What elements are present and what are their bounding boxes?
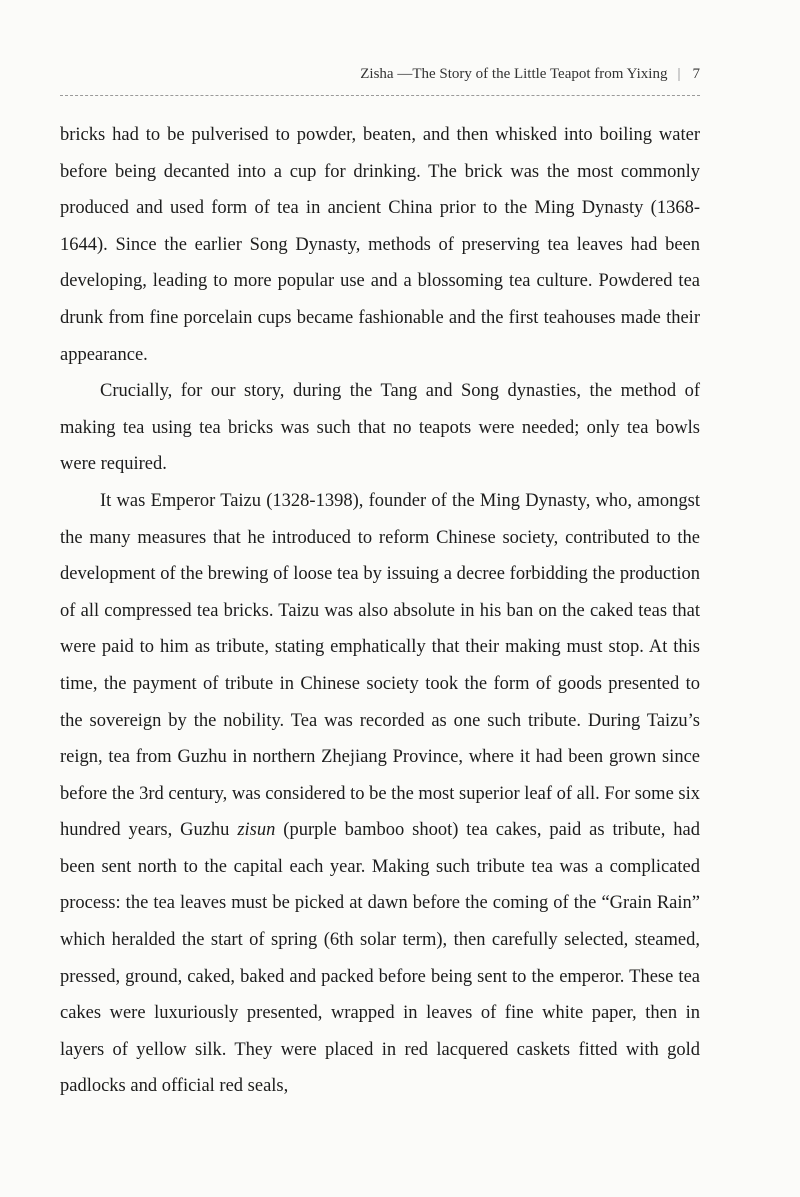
- body-text: [60, 117, 700, 1105]
- header-separator: |: [677, 66, 681, 82]
- running-header: [360, 66, 700, 83]
- paragraph-1: bricks had to be pulverised to powder, beaten, and then whisked into boiling water before being decanted into a cup for drinking. The brick was the most commonly produced and used form of tea in ancient China prior to the Ming Dynasty (1368-1644). Since the earlier Song Dynasty, methods of preserving tea leaves had been developing, leading to more popular use and a blossoming tea culture. Powdered tea drunk from fine porcelain cups became fashionable and the first teahouses made their appearance.: [60, 125, 700, 365]
- paragraph-3-part-2: (purple bamboo shoot) tea cakes, paid as tribute, had been sent north to the capital each year. Making such tribute tea was a complicated process: the tea leaves must be picked at dawn before the coming of the “Grain Rain” which heralded the start of spring (6th solar term), then carefully selected, steamed, pressed, ground, caked, baked and packed before being sent to the emperor. These tea cakes were luxuriously presented, wrapped in leaves of fine white paper, then in layers of yellow silk. They were placed in red lacquered caskets fitted with gold padlocks and official red seals,: [60, 820, 700, 1097]
- paragraph-2: Crucially, for our story, during the Tang and Song dynasties, the method of making tea using tea bricks was such that no teapots were needed; only tea bowls were required.: [60, 381, 700, 475]
- header-rule: [60, 95, 700, 96]
- book-title: Zisha —The Story of the Little Teapot from Yixing: [360, 66, 668, 82]
- page-number: 7: [692, 66, 700, 82]
- paragraph-3: [60, 483, 700, 1105]
- italic-term-zisun: zisun: [237, 820, 276, 841]
- paragraph-3-part-1: It was Emperor Taizu (1328-1398), founder of the Ming Dynasty, who, amongst the many measures that he introduced to reform Chinese society, contributed to the development of the brewing of loose tea by issuing a decree forbidding the production of all compressed tea bricks. Taizu was also absolute in his ban on the caked teas that were paid to him as tribute, stating emphatically that their making must stop. At this time, the payment of tribute in Chinese society took the form of goods presented to the sovereign by the nobility. Tea was recorded as one such tribute. During Taizu’s reign, tea from Guzhu in northern Zhejiang Province, where it had been grown since before the 3rd century, was considered to be the most superior leaf of all. For some six hundred years, Guzhu: [60, 490, 700, 841]
